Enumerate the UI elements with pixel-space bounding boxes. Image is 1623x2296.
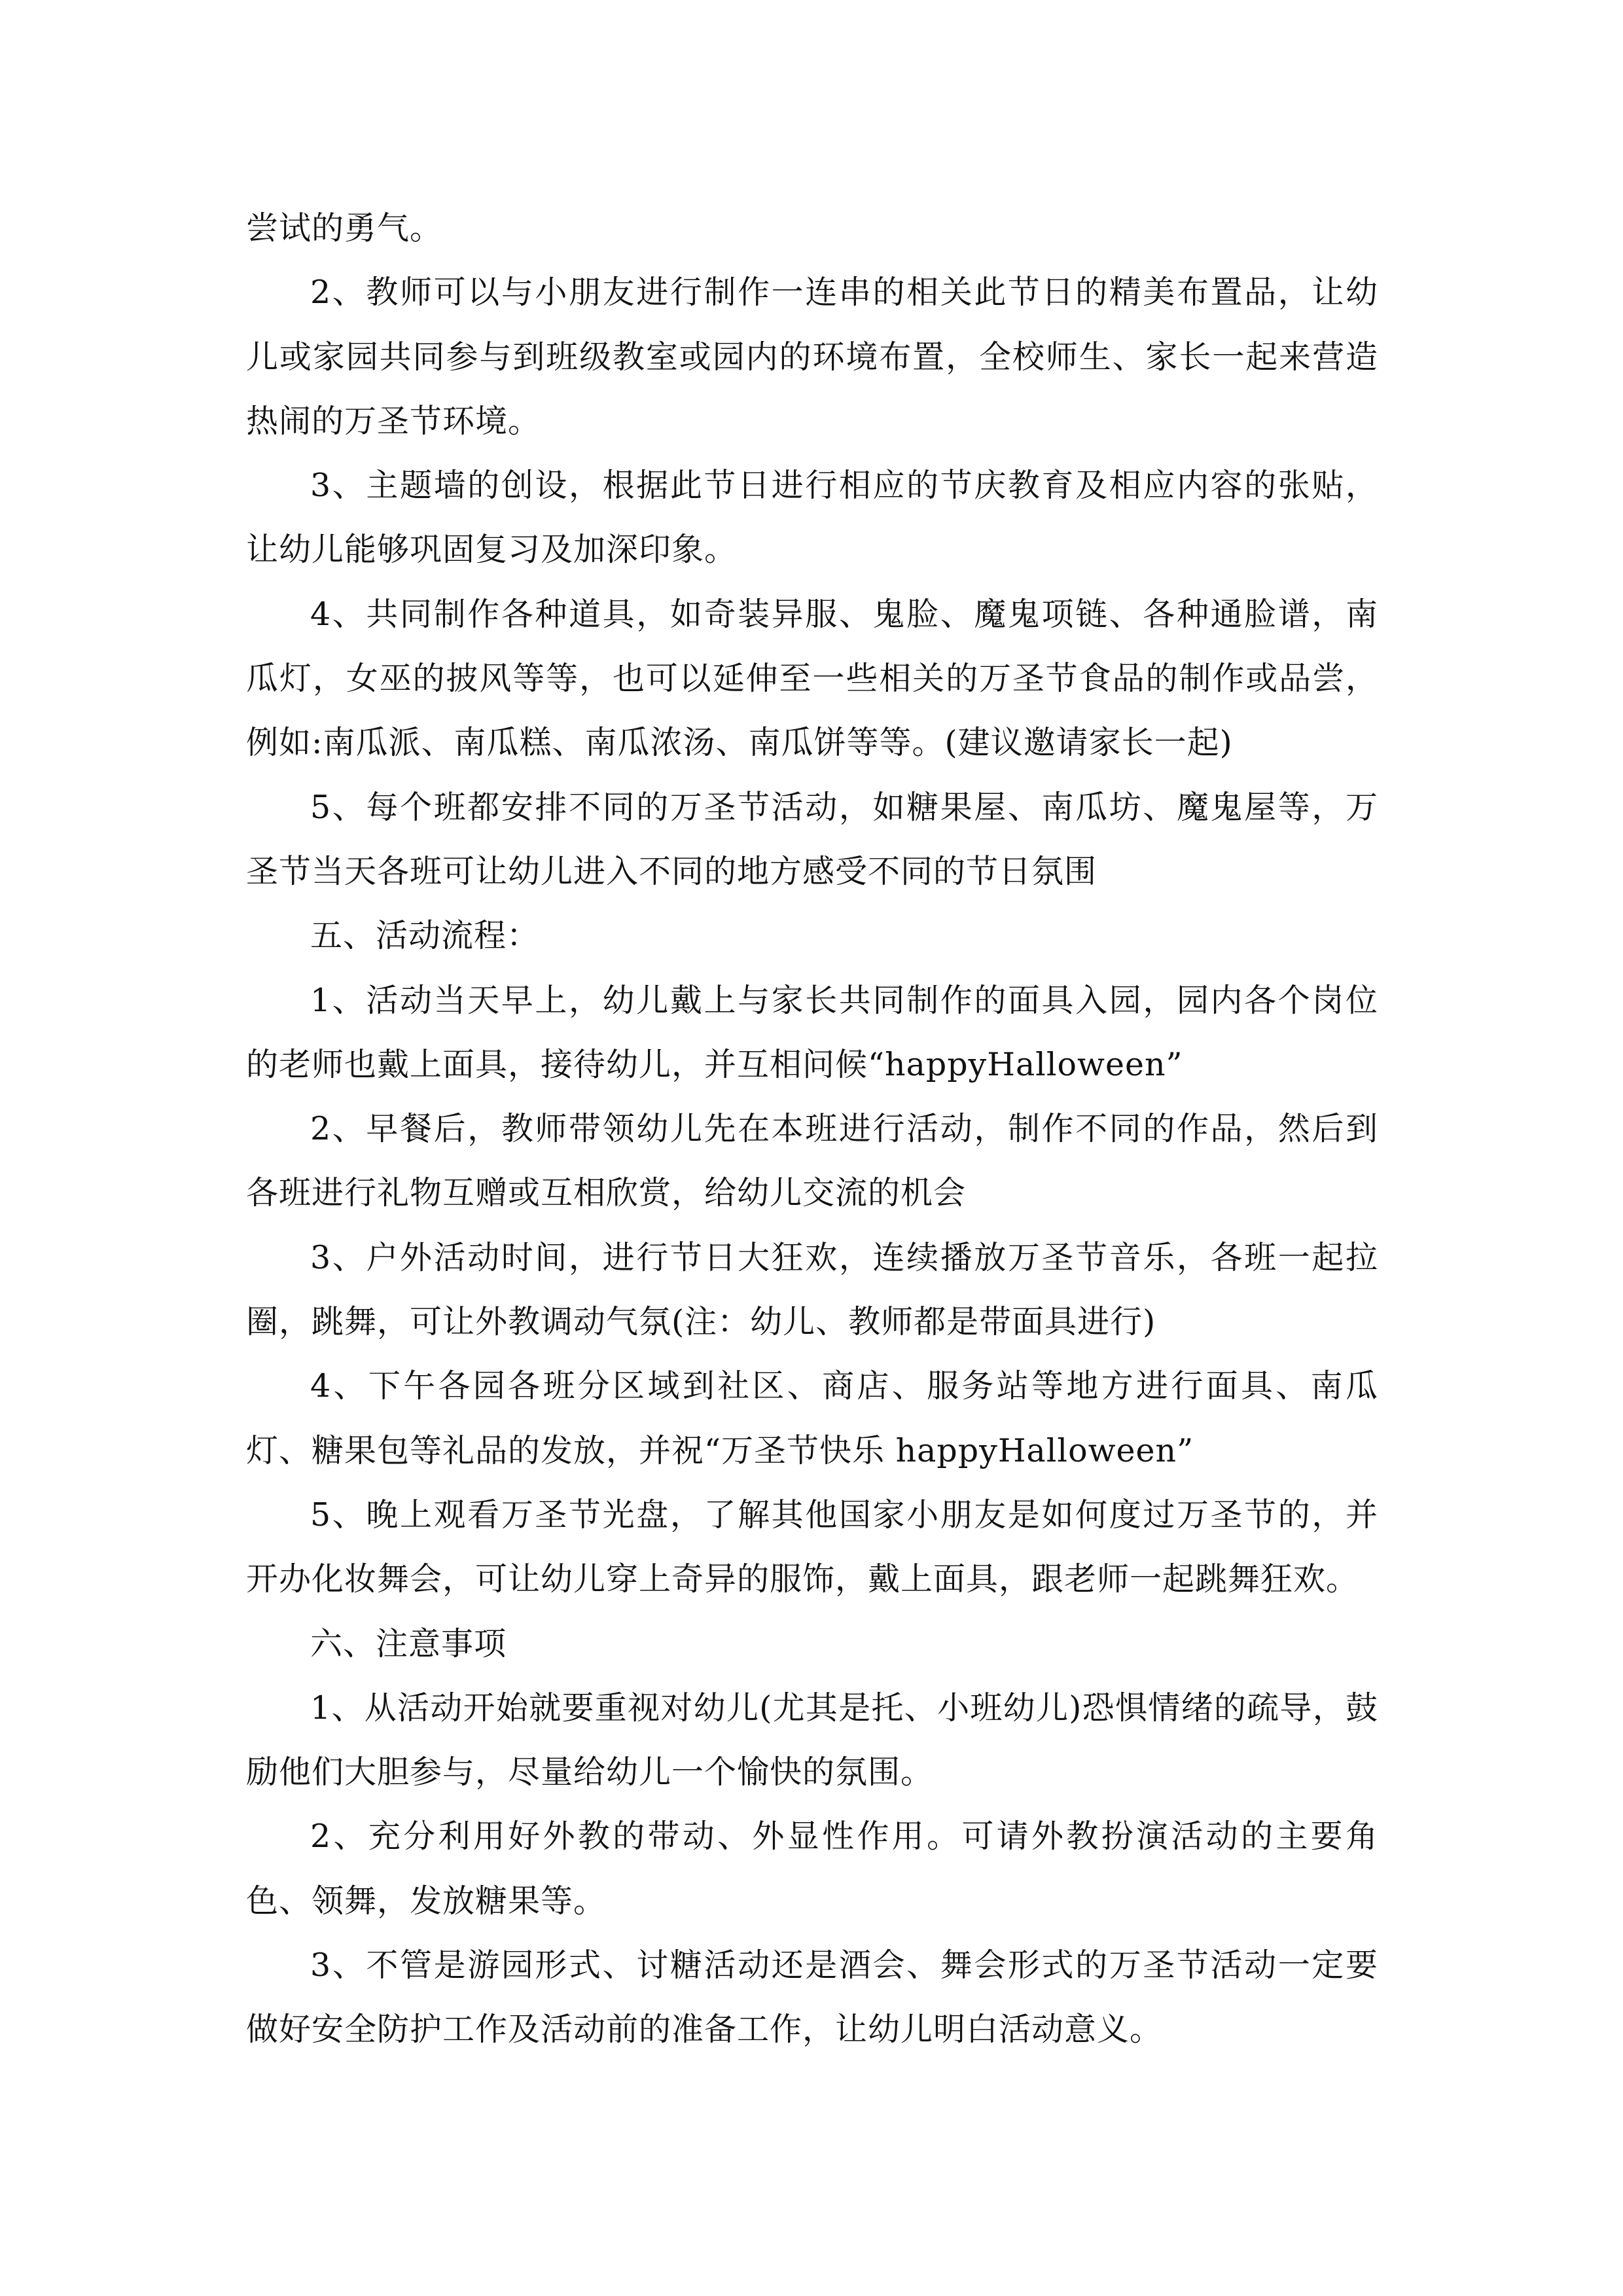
paragraph-8: 2、早餐后，教师带领幼儿先在本班进行活动，制作不同的作品，然后到各班进行礼物互赠或互相欣赏，给幼儿交流的机会 <box>246 1110 1378 1212</box>
section-heading-6: 六、注意事项 <box>310 1624 507 1662</box>
paragraph-4: 4、共同制作各种道具，如奇装异服、鬼脸、魔鬼项链、各种通脸谱，南瓜灯，女巫的披风等等，也可以延伸至一些相关的万圣节食品的制作或品尝，例如:南瓜派、南瓜糕、南瓜浓汤、南瓜饼等等。(建议邀请家长一起) <box>246 595 1378 762</box>
paragraph-10: 4、下午各园各班分区域到社区、商店、服务站等地方进行面具、南瓜灯、糖果包等礼品的发放，并祝“万圣节快乐 happyHalloween” <box>246 1367 1378 1469</box>
paragraph-11: 5、晚上观看万圣节光盘，了解其他国家小朋友是如何度过万圣节的，并开办化妆舞会，可让幼儿穿上奇异的服饰，戴上面具，跟老师一起跳舞狂欢。 <box>246 1496 1378 1598</box>
paragraph-3: 3、主题墙的创设，根据此节日进行相应的节庆教育及相应内容的张贴，让幼儿能够巩固复习及加深印象。 <box>246 467 1378 569</box>
section-heading-5: 五、活动流程： <box>310 917 540 955</box>
paragraph-15: 3、不管是游园形式、讨糖活动还是酒会、舞会形式的万圣节活动一定要做好安全防护工作及活动前的准备工作，让幼儿明白活动意义。 <box>246 1946 1378 2049</box>
paragraph-9: 3、户外活动时间，进行节日大狂欢，连续播放万圣节音乐，各班一起拉圈，跳舞，可让外教调动气氛(注：幼儿、教师都是带面具进行) <box>246 1238 1378 1341</box>
paragraph-2: 2、教师可以与小朋友进行制作一连串的相关此节日的精美布置品，让幼儿或家园共同参与到班级教室或园内的环境布置，全校师生、家长一起来营造热闹的万圣节环境。 <box>246 274 1378 440</box>
paragraph-7: 1、活动当天早上，幼儿戴上与家长共同制作的面具入园，园内各个岗位的老师也戴上面具，接待幼儿，并互相问候“happyHalloween” <box>246 981 1378 1083</box>
paragraph-13: 1、从活动开始就要重视对幼儿(尤其是托、小班幼儿)恐惧情绪的疏导，鼓励他们大胆参与，尽量给幼儿一个愉快的氛围。 <box>246 1689 1378 1791</box>
paragraph-1: 尝试的勇气。 <box>246 209 443 247</box>
document-body <box>246 196 1378 2062</box>
paragraph-5: 5、每个班都安排不同的万圣节活动，如糖果屋、南瓜坊、魔鬼屋等，万圣节当天各班可让幼儿进入不同的地方感受不同的节日氛围 <box>246 788 1378 890</box>
paragraph-14: 2、充分利用好外教的带动、外显性作用。可请外教扮演活动的主要角色、领舞，发放糖果等。 <box>246 1818 1378 1920</box>
